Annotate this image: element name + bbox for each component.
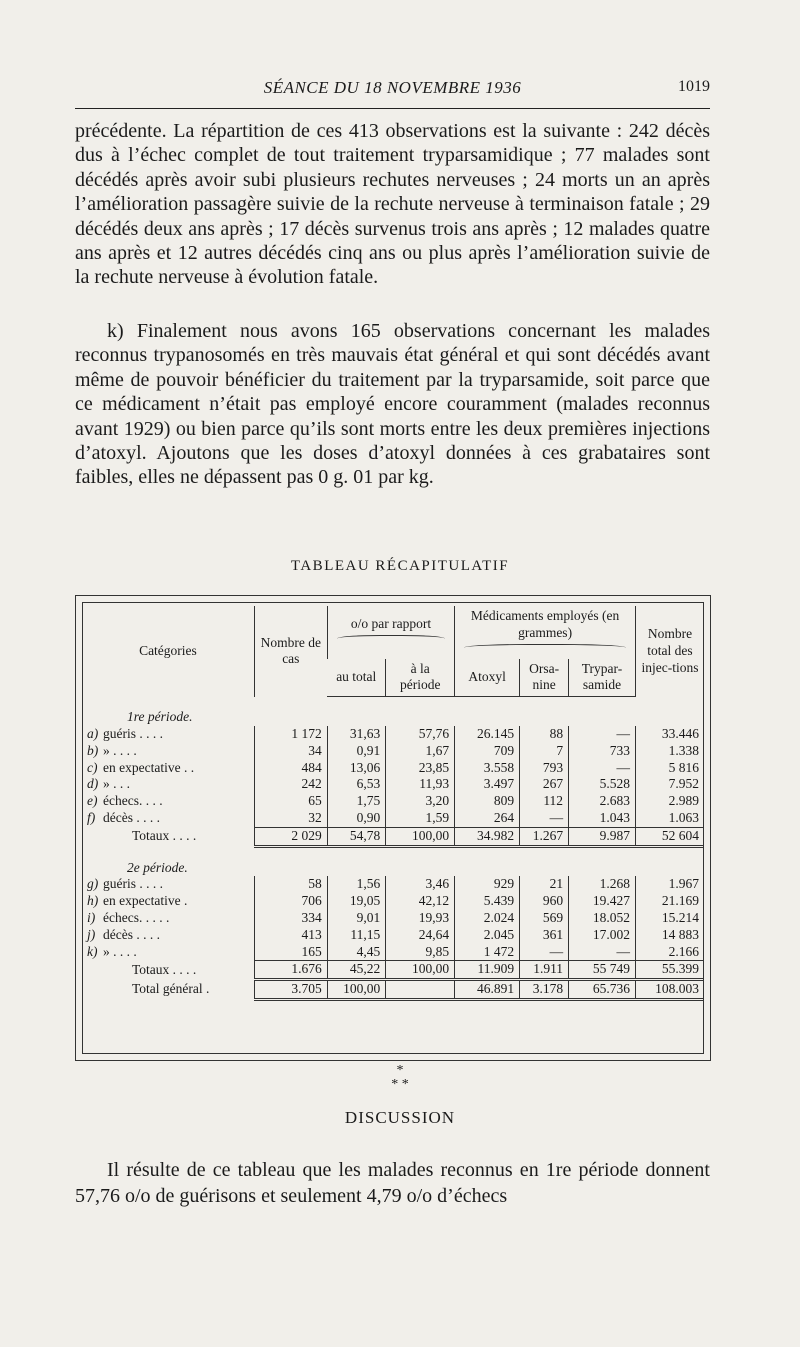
- cell-tot: 0,90: [327, 810, 385, 827]
- cell-tot: 100,00: [327, 980, 385, 1000]
- cell-per: 11,93: [386, 776, 455, 793]
- cell-tot: 9,01: [327, 910, 385, 927]
- cell-per: 9,85: [386, 944, 455, 961]
- table-body: [82, 697, 704, 1000]
- cell-atox: 11.909: [455, 961, 520, 980]
- grand-total-label: Total général .: [132, 981, 210, 997]
- col-atoxyl: Atoxyl: [455, 659, 520, 697]
- cell-atox: 264: [455, 810, 520, 827]
- cell-inj: 7.952: [635, 776, 704, 793]
- row-key: i): [87, 909, 96, 925]
- cell-tryp: 5.528: [569, 776, 636, 793]
- cell-per: 19,93: [386, 910, 455, 927]
- col-group-med: [455, 606, 636, 659]
- cell-per: 3,46: [386, 876, 455, 893]
- col-categories: Catégories: [139, 642, 197, 658]
- row-key: h): [87, 893, 99, 909]
- cell-inj: 33.446: [635, 726, 704, 743]
- cell-tot: 1,75: [327, 793, 385, 810]
- cell-n: 65: [254, 793, 327, 810]
- cell-n: 3.705: [254, 980, 327, 1000]
- cell-ors: 1.911: [520, 961, 569, 980]
- cell-n: 334: [254, 910, 327, 927]
- cell-n: 484: [254, 760, 327, 777]
- cell-inj: 5 816: [635, 760, 704, 777]
- grand-total-row: [82, 980, 704, 1000]
- cell-n: 1 172: [254, 726, 327, 743]
- row-category: guéris . . . .: [103, 725, 163, 741]
- row-key: g): [87, 876, 99, 892]
- row-category: en expectative .: [103, 893, 188, 909]
- cell-atox: 5.439: [455, 893, 520, 910]
- row-key: f): [87, 810, 96, 826]
- cell-ors: 1.267: [520, 827, 569, 846]
- cell-ors: 3.178: [520, 980, 569, 1000]
- cell-ors: —: [520, 944, 569, 961]
- cell-tryp: 1.268: [569, 876, 636, 893]
- pct-group-label: o/o par rapport: [350, 616, 432, 632]
- row-key: c): [87, 759, 98, 775]
- discussion-heading: DISCUSSION: [344, 1108, 456, 1127]
- row-category: » . . . .: [103, 742, 137, 758]
- table-row: [82, 893, 704, 910]
- cell-tryp: 2.683: [569, 793, 636, 810]
- section-label: 2e période.: [127, 859, 188, 875]
- row-key: j): [87, 926, 96, 942]
- cell-inj: 1.967: [635, 876, 704, 893]
- table-row: [82, 726, 704, 743]
- cell-tryp: 65.736: [569, 980, 636, 1000]
- section-label: 1re période.: [127, 709, 193, 725]
- cell-atox: 26.145: [455, 726, 520, 743]
- cell-ors: 361: [520, 927, 569, 944]
- page-number: 1019: [678, 78, 710, 95]
- cell-inj: 21.169: [635, 893, 704, 910]
- cell-tryp: 733: [569, 743, 636, 760]
- cell-ors: —: [520, 810, 569, 827]
- cell-n: 32: [254, 810, 327, 827]
- cell-per: 100,00: [386, 827, 455, 846]
- header-rule: [75, 108, 710, 109]
- cell-tryp: —: [569, 760, 636, 777]
- med-group-label: Médicaments employés (en grammes): [470, 608, 620, 640]
- cell-tryp: 55 749: [569, 961, 636, 980]
- row-category: » . . . .: [103, 943, 137, 959]
- row-key: a): [87, 725, 99, 741]
- cell-atox: 3.558: [455, 760, 520, 777]
- page-header: [75, 78, 710, 100]
- cell-tryp: —: [569, 726, 636, 743]
- col-pct-total: au total: [327, 659, 385, 697]
- table-row: [82, 793, 704, 810]
- cell-inj: 1.338: [635, 743, 704, 760]
- cell-per: [386, 980, 455, 1000]
- cell-inj: 14 883: [635, 927, 704, 944]
- table-row: [82, 760, 704, 777]
- cell-atox: 2.045: [455, 927, 520, 944]
- totals-label: Totaux . . . .: [132, 961, 197, 977]
- cell-inj: 1.063: [635, 810, 704, 827]
- table-row: [82, 910, 704, 927]
- cell-inj: 55.399: [635, 961, 704, 980]
- paragraph-1: précédente. La répartition de ces 413 observations est la suivante : 242 décès dus à l’échec complet de tout traitement tryparsamidique ; 77 malades sont décédés après avoir subi plusieurs rechutes nerveuses ; 24 morts un an après l’amélioration passagère suivie de la rechute nerveuse à terminaison fatale ; 29 décédés deux ans après ; 17 décès survenus trois ans après ; 12 malades quatre ans après et 12 autres décédés cinq ans ou plus après l’amélioration suivie de la rechute nerveuse à évolution fatale.: [75, 120, 710, 289]
- cell-ors: 7: [520, 743, 569, 760]
- cell-atox: 709: [455, 743, 520, 760]
- cell-per: 1,67: [386, 743, 455, 760]
- table-row: [82, 876, 704, 893]
- cell-n: 413: [254, 927, 327, 944]
- paragraph-3: Il résulte de ce tableau que les malades reconnus en 1re période donnent 57,76 o/o de guérisons et seulement 4,79 o/o d’échecs: [75, 1159, 710, 1207]
- cell-tot: 0,91: [327, 743, 385, 760]
- col-group-pct: [327, 606, 454, 659]
- cell-per: 100,00: [386, 961, 455, 980]
- cell-tot: 19,05: [327, 893, 385, 910]
- row-key: k): [87, 943, 98, 959]
- cell-ors: 88: [520, 726, 569, 743]
- cell-per: 57,76: [386, 726, 455, 743]
- cell-atox: 809: [455, 793, 520, 810]
- cell-tryp: —: [569, 944, 636, 961]
- row-category: décès . . . .: [103, 926, 160, 942]
- cell-tot: 31,63: [327, 726, 385, 743]
- cell-ors: 21: [520, 876, 569, 893]
- cell-inj: 2.166: [635, 944, 704, 961]
- row-category: échecs. . . . .: [103, 909, 170, 925]
- col-orsanine: Orsa-nine: [520, 659, 569, 697]
- row-category: échecs. . . .: [103, 793, 163, 809]
- brace: [337, 635, 445, 644]
- row-key: e): [87, 793, 98, 809]
- row-category: guéris . . . .: [103, 876, 163, 892]
- cell-tryp: 1.043: [569, 810, 636, 827]
- table-title: TABLEAU RÉCAPITULATIF: [290, 558, 510, 574]
- section-separator: * * *: [391, 1063, 409, 1092]
- paragraph-2: k) Finalement nous avons 165 observations concernant les malades reconnus trypanosomés en très mauvais état général et qui sont décédés avant même de pouvoir bénéficier du traitement par la tryparsamide, soit parce que ce médicament n’était pas employé encore couramment (malades reconnus avant 1929) ou bien parce qu’ils sont morts entre les deux premières injections d’atoxyl. Ajoutons que les doses d’atoxyl données à ces grabataires sont faibles, elles ne dépassent pas 0 g. 01 par kg.: [75, 320, 710, 489]
- col-pct-periode: à la période: [386, 659, 455, 697]
- cell-atox: 3.497: [455, 776, 520, 793]
- cell-tot: 6,53: [327, 776, 385, 793]
- cell-per: 42,12: [386, 893, 455, 910]
- running-title: SÉANCE DU 18 NOVEMBRE 1936: [263, 78, 522, 97]
- brace: [464, 644, 626, 653]
- cell-per: 3,20: [386, 793, 455, 810]
- cell-n: 706: [254, 893, 327, 910]
- row-category: en expectative . .: [103, 759, 195, 775]
- row-key: d): [87, 776, 99, 792]
- cell-n: 2 029: [254, 827, 327, 846]
- col-tryparsamide: Trypar-samide: [569, 659, 636, 697]
- totals-row: [82, 961, 704, 980]
- cell-inj: 52 604: [635, 827, 704, 846]
- row-category: » . . .: [103, 776, 130, 792]
- table-row: [82, 743, 704, 760]
- cell-tot: 11,15: [327, 927, 385, 944]
- cell-n: 165: [254, 944, 327, 961]
- cell-ors: 793: [520, 760, 569, 777]
- row-key: b): [87, 742, 99, 758]
- cell-atox: 1 472: [455, 944, 520, 961]
- cell-tot: 4,45: [327, 944, 385, 961]
- cell-tot: 1,56: [327, 876, 385, 893]
- cell-tot: 45,22: [327, 961, 385, 980]
- cell-tryp: 17.002: [569, 927, 636, 944]
- cell-n: 1.676: [254, 961, 327, 980]
- cell-atox: 34.982: [455, 827, 520, 846]
- recap-table: [82, 606, 704, 1001]
- cell-inj: 2.989: [635, 793, 704, 810]
- cell-n: 58: [254, 876, 327, 893]
- cell-tryp: 18.052: [569, 910, 636, 927]
- cell-tryp: 19.427: [569, 893, 636, 910]
- table-row: [82, 810, 704, 827]
- cell-tot: 54,78: [327, 827, 385, 846]
- cell-inj: 108.003: [635, 980, 704, 1000]
- cell-per: 1,59: [386, 810, 455, 827]
- cell-n: 242: [254, 776, 327, 793]
- cell-tryp: 9.987: [569, 827, 636, 846]
- totals-label: Totaux . . . .: [132, 828, 197, 844]
- cell-atox: 2.024: [455, 910, 520, 927]
- table-row: [82, 944, 704, 961]
- totals-row: [82, 827, 704, 846]
- cell-ors: 960: [520, 893, 569, 910]
- cell-n: 34: [254, 743, 327, 760]
- col-nombre-cas: Nombre de cas: [254, 606, 327, 697]
- cell-atox: 929: [455, 876, 520, 893]
- cell-ors: 267: [520, 776, 569, 793]
- table-row: [82, 776, 704, 793]
- row-category: décès . . . .: [103, 810, 160, 826]
- cell-ors: 112: [520, 793, 569, 810]
- cell-per: 23,85: [386, 760, 455, 777]
- cell-atox: 46.891: [455, 980, 520, 1000]
- table-row: [82, 927, 704, 944]
- cell-ors: 569: [520, 910, 569, 927]
- cell-tot: 13,06: [327, 760, 385, 777]
- cell-inj: 15.214: [635, 910, 704, 927]
- cell-per: 24,64: [386, 927, 455, 944]
- col-injections: Nombre total des injec-tions: [635, 606, 704, 697]
